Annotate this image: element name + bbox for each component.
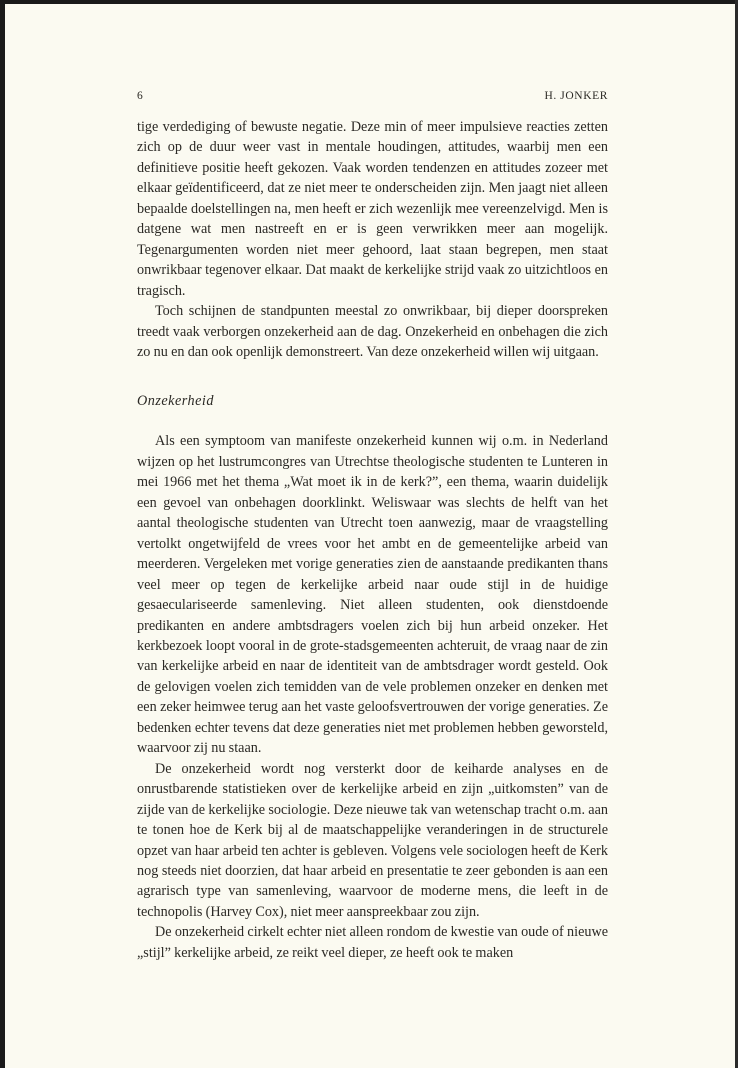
scan-border-left	[0, 0, 5, 1068]
page-header	[137, 90, 608, 108]
body-text	[137, 117, 608, 963]
scan-border-top	[0, 0, 738, 4]
paragraph: Toch schijnen de standpunten meestal zo onwrikbaar, bij dieper doorspreken treedt vaak verborgen onzekerheid aan de dag. Onzekerheid en onbehagen die zich zo nu en dan ook openlijk demonstreert. Van deze onzekerheid willen wij uitgaan.	[137, 303, 608, 360]
running-head: H. JONKER	[544, 90, 608, 102]
page-number: 6	[137, 90, 144, 102]
paragraph: De onzekerheid wordt nog versterkt door de keiharde analyses en de onrustbarende statistieken over de kerkelijke arbeid en zijn „uitkomsten” van de zijde van de kerkelijke sociologie. Deze nieuwe tak van wetenschap tracht o.m. aan te tonen hoe de Kerk bij al de maatschappelijke veranderingen in de structurele opzet van haar arbeid ten achter is gebleven. Volgens vele sociologen heeft de Kerk nog steeds niet doorzien, dat haar arbeid en presentatie te zeer gebonden is aan een agrarisch type van samenleving, waarvoor de moderne mens, die leeft in de technopolis (Harvey Cox), niet meer aanspreekbaar zou zijn.	[137, 760, 608, 920]
paragraph: Als een symptoom van manifeste onzekerheid kunnen wij o.m. in Nederland wijzen op het lustrumcongres van Utrechtse theologische studenten te Lunteren in mei 1966 met het thema „Wat moet ik in de kerk?”, een thema, waarin duidelijk een gevoel van onbehagen doorklinkt. Weliswaar was slechts de helft van het aantal theologische studenten van Utrecht toen aanwezig, maar de vraagstelling vertolkt ongetwijfeld de vrees voor het ambt en de gemeentelijke arbeid van meerderen. Vergeleken met vorige generaties zien de aanstaande predikanten thans veel meer op tegen de kerkelijke arbeid naar oude stijl in de huidige gesaeculariseerde samenleving. Niet alleen studenten, ook dienstdoende predikanten en andere ambtsdragers voelen zich bij hun arbeid onzeker. Het kerkbezoek loopt vooral in de grote-stadsgemeenten achteruit, de vraag naar de zin van kerkelijke arbeid en naar de identiteit van de ambtsdrager wordt gesteld. Ook de gelovigen voelen zich temidden van de vele problemen onzeker en denken met een zeker heimwee terug aan het vaste geloofsvertrouwen der vorige generaties. Ze bedenken echter tevens dat deze generaties niet met problemen hebben geworsteld, waarvoor zij nu staan.	[137, 433, 608, 757]
paragraph: tige verdediging of bewuste negatie. Deze min of meer impulsieve reacties zetten zich op de duur weer vast in mentale houdingen, attitudes, waarbij men een definitieve positie heeft gekozen. Vaak worden tendenzen en attitudes zozeer met elkaar geïdentificeerd, dat ze niet meer te onderscheiden zijn. Men jaagt niet alleen bepaalde doelstellingen na, men heeft er zich wezenlijk mee vereenzelvigd. Men is datgene wat men nastreeft en er is geen verwrikken meer aan mogelijk. Tegenargumenten worden niet meer gehoord, laat staan begrepen, men staat onwrikbaar tegenover elkaar. Dat maakt de kerkelijke strijd vaak zo uitzichtloos en tragisch.	[137, 119, 608, 299]
paragraph: De onzekerheid cirkelt echter niet alleen rondom de kwestie van oude of nieuwe „stijl” kerkelijke arbeid, ze reikt veel dieper, ze heeft ook te maken	[137, 924, 608, 961]
section-heading: Onzekerheid	[137, 393, 214, 410]
